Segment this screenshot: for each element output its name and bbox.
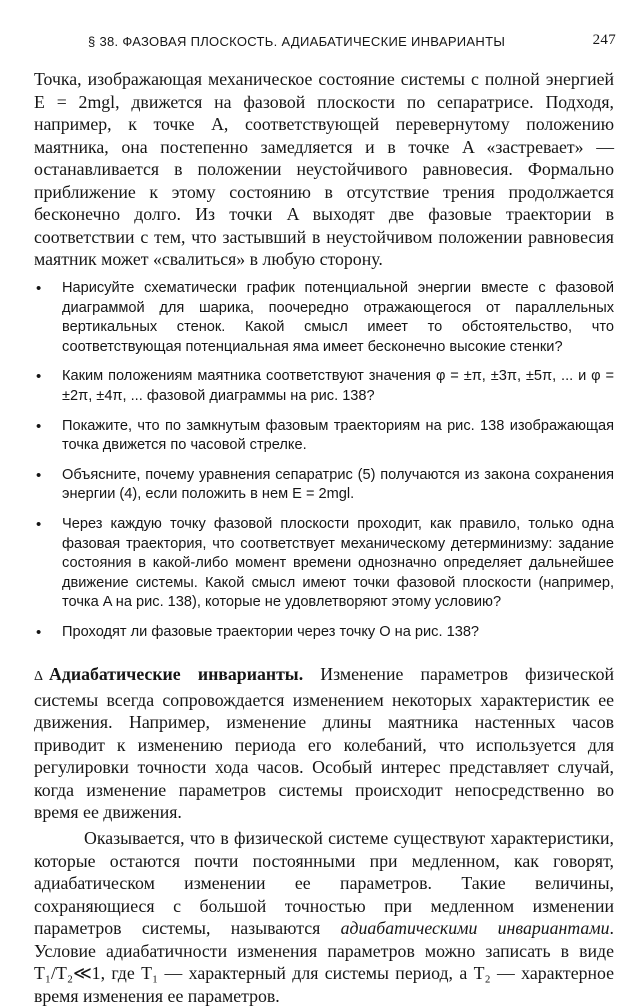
question-item bbox=[34, 279, 614, 357]
defined-term: адиабатическими инвариантами bbox=[340, 918, 610, 938]
question-item bbox=[34, 515, 614, 613]
question-text: Каким положениям маятника соответствуют значения φ = ±π, ±3π, ±5π, ... и φ = ±2π, ±4π, ... фазовой диаграммы на рис. 138? bbox=[62, 368, 614, 404]
question-item bbox=[34, 466, 614, 505]
paragraph-separatrix: Точка, изображающая механическое состояние системы с полной энергией E = 2mgl, движется на фазовой плоскости по сепаратрисе. Подходя, например, к точке A, соответствующей перевернутому положению маятника, она постепенно замедляется и в точке A «застревает» — останавливается в положении неустойчивого равновесия. Формально приближение к этому состоянию в отсутствие трения продолжается бесконечно долго. Из точки A выходят две фазовые траектории в соответствии с тем, что застывший в неустойчивом положении равновесия маятник может «свалиться» в любую сторону. bbox=[34, 69, 614, 269]
question-item bbox=[34, 623, 614, 643]
bullet-icon: • bbox=[36, 368, 42, 386]
section-adiabatic-invariants bbox=[34, 663, 614, 824]
page-number: 247 bbox=[592, 32, 616, 48]
section-heading: Адиабатические инварианты. bbox=[49, 664, 304, 684]
bullet-icon: • bbox=[36, 466, 42, 484]
running-head-title: § 38. ФАЗОВАЯ ПЛОСКОСТЬ. АДИАБАТИЧЕСКИЕ ИНВАРИАНТЫ bbox=[88, 34, 506, 49]
question-text: Покажите, что по замкнутым фазовым траекториям на рис. 138 изображающая точка движется по часовой стрелке. bbox=[62, 417, 614, 454]
bullet-icon: • bbox=[36, 515, 42, 533]
paragraph-adiabatic-definition bbox=[34, 827, 614, 1007]
question-item bbox=[34, 417, 614, 456]
question-item bbox=[34, 367, 614, 406]
question-text: Проходят ли фазовые траектории через точку O на рис. 138? bbox=[62, 623, 480, 640]
definition-text-start: Оказывается, что в физической системе существуют характеристики, которые остаются почти постоянными при медленном, как говорят, адиабатическом изменении ее параметров. Такие величины, сохраняющиеся с большой точностью при медленном изменении параметров системы, называются bbox=[34, 828, 614, 938]
question-text: Через каждую точку фазовой плоскости проходит, как правило, только одна фазовая траектория, что соответствует механическому детерминизму: задание состояния в какой-либо момент времени однозначно определяет дальнейшее движение системы. Какой смысл имеют точки фазовой плоскости (например, точка A на рис. 138), которые не удовлетворяют этому условию? bbox=[62, 515, 614, 611]
page-header bbox=[88, 32, 616, 54]
bullet-icon: • bbox=[36, 280, 42, 297]
section-triangle-icon: Δ bbox=[34, 669, 44, 684]
bullet-icon: • bbox=[36, 417, 42, 435]
question-list bbox=[34, 279, 614, 653]
question-text: Нарисуйте схематически график потенциальной энергии вместе с фазовой диаграммой для шарика, поочередно отражающегося от параллельных вертикальных стенок. Какой смысл имеет то обстоятельство, что соответствующая потенциальная яма имеет бесконечно высокие стенки? bbox=[62, 280, 614, 355]
bullet-icon: • bbox=[36, 623, 42, 641]
definition-text-end: . Условие адиабатичности изменения параметров можно записать в виде T₁/T₂≪1, где T₁ — характерный для системы период, а T₂ — характерное время изменения ее параметров. bbox=[34, 918, 614, 1006]
section-text: Изменение параметров физической системы всегда сопровождается изменением некоторых характеристик ее движения. Например, изменение длины маятника настенных часов приводит к изменению периода его колебаний, что используется для регулировки точности хода часов. Особый интерес представляет случай, когда изменение параметров системы происходит непосредственно во время ее движения. bbox=[34, 664, 614, 822]
question-text: Объясните, почему уравнения сепаратрис (5) получаются из закона сохранения энергии (4), если положить в нем E = 2mgl. bbox=[62, 466, 614, 503]
